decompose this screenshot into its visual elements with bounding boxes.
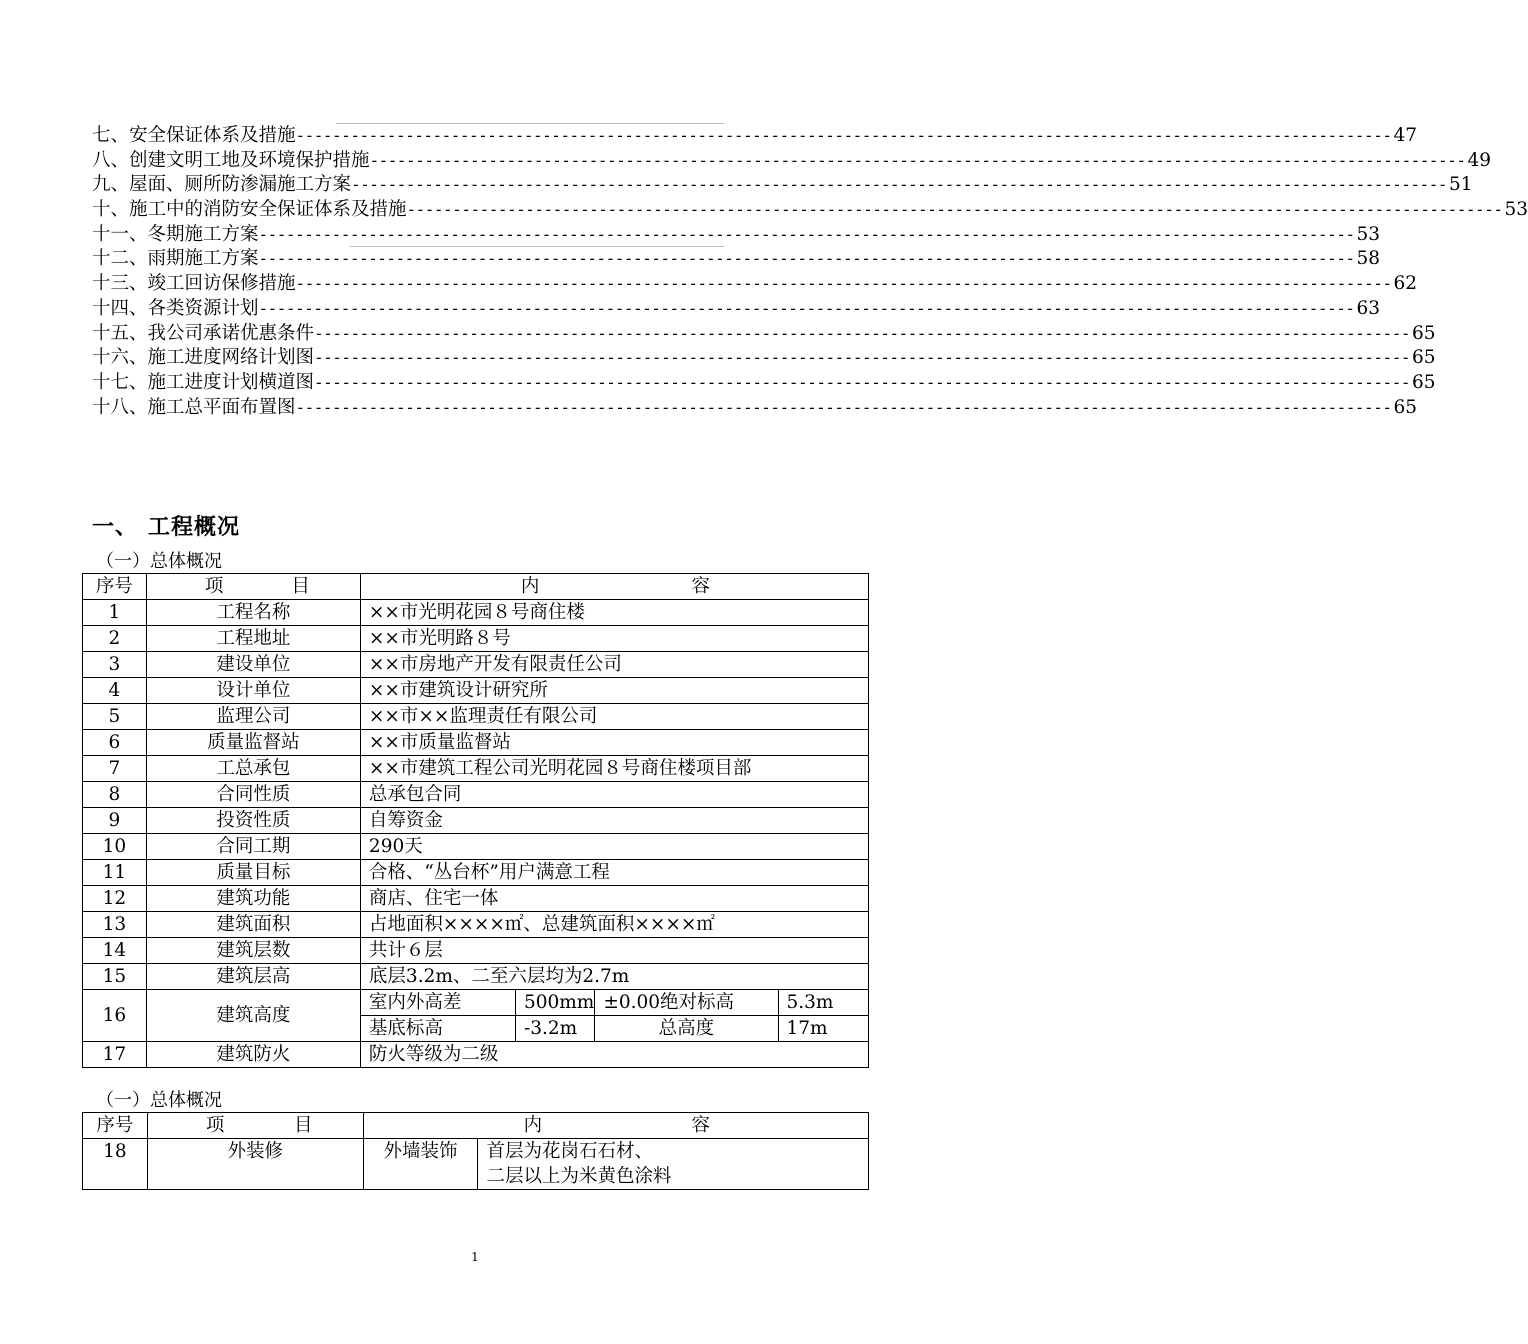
cell-item: 外装修 <box>147 1139 363 1190</box>
table-row <box>83 652 869 678</box>
cell-no: 6 <box>83 730 147 756</box>
cell-no: 9 <box>83 808 147 834</box>
cell-item: 建筑面积 <box>146 912 360 938</box>
cell-no: 15 <box>83 964 147 990</box>
table-row <box>83 886 869 912</box>
overview-table <box>82 573 869 1068</box>
toc-entry[interactable] <box>92 124 1417 149</box>
cell-item: 建筑层高 <box>146 964 360 990</box>
cell-item: 工总承包 <box>146 756 360 782</box>
cell-item: 建筑高度 <box>146 990 360 1042</box>
cell-content: 占地面积××××㎡、总建筑面积××××㎡ <box>360 912 868 938</box>
table-row <box>83 964 869 990</box>
header-item: 项 目 <box>146 574 360 600</box>
header-no: 序号 <box>83 1113 148 1139</box>
cell-content: 商店、住宅一体 <box>360 886 868 912</box>
cell-content: 防火等级为二级 <box>360 1042 868 1068</box>
cell-content: ××市建筑设计研究所 <box>360 678 868 704</box>
cell-no: 12 <box>83 886 147 912</box>
table-row <box>83 990 869 1016</box>
toc-entry[interactable] <box>92 371 1436 396</box>
section-title: 工程概况 <box>148 515 241 540</box>
toc-entry-page: 53 <box>1356 223 1380 245</box>
cell-no: 8 <box>83 782 147 808</box>
toc-entry-page: 65 <box>1393 396 1417 418</box>
cell-no: 16 <box>83 990 147 1042</box>
toc-entry-page: 65 <box>1411 371 1436 393</box>
table-row <box>83 834 869 860</box>
toc-leader: ------------------------------------------------------------------------------------------------------------------------ <box>314 323 1410 343</box>
table-header-row <box>83 574 869 600</box>
cell-content: 共计６层 <box>360 938 868 964</box>
toc-entry-label: 十四、各类资源计划 <box>92 297 259 319</box>
toc-leader: ------------------------------------------------------------------------------------------------------------------------ <box>295 274 1392 294</box>
cell-item: 工程名称 <box>146 600 360 626</box>
toc-entry-page: 51 <box>1448 174 1473 196</box>
cell-item: 合同工期 <box>146 834 360 860</box>
toc-entry-page: 58 <box>1356 248 1380 270</box>
toc-entry-label: 十五、我公司承诺优惠条件 <box>92 322 315 344</box>
cell-content: 总承包合同 <box>360 782 868 808</box>
toc-entry-label: 七、安全保证体系及措施 <box>92 125 296 146</box>
toc-entry-page: 63 <box>1356 297 1380 319</box>
toc-entry[interactable] <box>92 272 1417 297</box>
table-row <box>83 678 869 704</box>
header-no: 序号 <box>83 574 147 600</box>
table-row <box>83 730 869 756</box>
toc-entry-label: 十一、冬期施工方案 <box>92 223 259 245</box>
table-row <box>83 938 869 964</box>
cell-item: 质量目标 <box>146 860 360 886</box>
cell-item: 监理公司 <box>146 704 360 730</box>
toc-entry-page: 62 <box>1393 273 1417 295</box>
cell-no: 11 <box>83 860 147 886</box>
cell-no: 4 <box>83 678 147 704</box>
cell-no: 1 <box>83 600 147 626</box>
cell-sub: 外墙装饰 <box>363 1139 478 1190</box>
toc-leader: ------------------------------------------------------------------------------------------------------------------------ <box>314 372 1410 392</box>
cell-item: 建设单位 <box>146 652 360 678</box>
cell-content: 底层3.2m、二至六层均为2.7m <box>360 964 868 990</box>
toc-leader: ------------------------------------------------------------------------------------------------------------------------ <box>314 348 1410 368</box>
toc-entry[interactable] <box>92 198 1528 223</box>
cell-value: 5.3m <box>778 990 868 1016</box>
content-line-1: 首层为花岗石石材、 <box>486 1141 653 1162</box>
cell-item: 工程地址 <box>146 626 360 652</box>
cell-no: 14 <box>83 938 147 964</box>
cell-content: 合格、“丛台杯”用户满意工程 <box>360 860 868 886</box>
toc-leader: ------------------------------------------------------------------------------------------------------------------------ <box>351 175 1447 195</box>
header-item: 项 目 <box>147 1113 363 1139</box>
toc-entry[interactable] <box>92 223 1380 248</box>
toc-entry[interactable] <box>92 346 1436 371</box>
table-of-contents <box>92 124 1528 420</box>
toc-entry-label: 九、屋面、厕所防渗漏施工方案 <box>92 174 352 196</box>
cell-item: 质量监督站 <box>146 730 360 756</box>
cell-no: 10 <box>83 834 147 860</box>
header-content: 内 容 <box>363 1113 868 1139</box>
cell-content: ××市质量监督站 <box>360 730 868 756</box>
toc-entry[interactable] <box>92 149 1491 174</box>
cell-subitem: ±0.00绝对标高 <box>595 990 778 1016</box>
section-number: 一、 <box>92 515 139 540</box>
toc-entry[interactable] <box>92 173 1473 198</box>
toc-leader: ------------------------------------------------------------------------------------------------------------------------ <box>258 249 1355 269</box>
cell-item: 合同性质 <box>146 782 360 808</box>
cell-content: 自筹资金 <box>360 808 868 834</box>
toc-entry-label: 十三、竣工回访保修措施 <box>92 273 296 295</box>
header-content: 内 容 <box>360 574 868 600</box>
cell-subitem: 基底标高 <box>360 1016 515 1042</box>
toc-entry[interactable] <box>92 297 1380 322</box>
cell-content: ××市光明花园８号商住楼 <box>360 600 868 626</box>
cell-item: 建筑层数 <box>146 938 360 964</box>
toc-entry-page: 65 <box>1411 347 1436 369</box>
table-row <box>83 808 869 834</box>
cell-subitem: 室内外高差 <box>360 990 515 1016</box>
cell-content: 290天 <box>360 834 868 860</box>
table-row <box>83 756 869 782</box>
toc-leader: ------------------------------------------------------------------------------------------------------------------------ <box>295 397 1392 417</box>
toc-entry-label: 十八、施工总平面布置图 <box>92 396 296 418</box>
cell-content <box>478 1139 869 1190</box>
toc-entry-label: 十、施工中的消防安全保证体系及措施 <box>92 199 407 221</box>
table-row <box>83 626 869 652</box>
table-header-row <box>83 1113 869 1139</box>
cell-subitem: 总高度 <box>595 1016 778 1042</box>
toc-entry[interactable] <box>92 247 1380 272</box>
cell-value: 500mm <box>515 990 594 1016</box>
cell-no: 13 <box>83 912 147 938</box>
cell-no: 17 <box>83 1042 147 1068</box>
cell-no: 2 <box>83 626 147 652</box>
cell-content: ××市房地产开发有限责任公司 <box>360 652 868 678</box>
toc-entry-page: 49 <box>1467 149 1491 171</box>
table1-caption: （一）总体概况 <box>96 551 222 572</box>
toc-entry-page: 65 <box>1411 322 1436 344</box>
table-row <box>83 782 869 808</box>
cell-no: 18 <box>83 1139 148 1190</box>
section-heading <box>92 510 240 541</box>
page-number: 1 <box>471 1250 479 1264</box>
cell-content: ××市××监理责任有限公司 <box>360 704 868 730</box>
toc-entry-label: 十七、施工进度计划横道图 <box>92 371 315 393</box>
content-line-2: 二层以上为米黄色涂料 <box>486 1166 672 1187</box>
toc-leader: ------------------------------------------------------------------------------------------------------------------------ <box>369 150 1466 170</box>
cell-item: 投资性质 <box>146 808 360 834</box>
cell-no: 5 <box>83 704 147 730</box>
toc-leader: ------------------------------------------------------------------------------------------------------------------------ <box>258 224 1355 244</box>
table2-caption: （一）总体概况 <box>96 1090 222 1111</box>
overview-table-continued <box>82 1112 869 1190</box>
toc-leader: ------------------------------------------------------------------------------------------------------------------------ <box>258 298 1355 318</box>
cell-content: ××市建筑工程公司光明花园８号商住楼项目部 <box>360 756 868 782</box>
cell-item: 设计单位 <box>146 678 360 704</box>
toc-leader: ------------------------------------------------------------------------------------------------------------------------ <box>295 126 1392 145</box>
toc-entry-page: 47 <box>1393 125 1417 146</box>
cell-value: -3.2m <box>515 1016 594 1042</box>
toc-entry[interactable] <box>92 322 1436 347</box>
cell-value: 17m <box>778 1016 868 1042</box>
table-row <box>83 860 869 886</box>
cell-content: ××市光明路８号 <box>360 626 868 652</box>
cell-no: 7 <box>83 756 147 782</box>
toc-entry-label: 八、创建文明工地及环境保护措施 <box>92 149 370 171</box>
toc-leader: ------------------------------------------------------------------------------------------------------------------------ <box>406 200 1503 220</box>
toc-entry[interactable] <box>92 396 1417 421</box>
table-row <box>83 1139 869 1190</box>
cell-item: 建筑防火 <box>146 1042 360 1068</box>
toc-entry-page: 53 <box>1504 199 1528 221</box>
table-row <box>83 600 869 626</box>
table-row <box>83 912 869 938</box>
toc-entry-label: 十六、施工进度网络计划图 <box>92 347 315 369</box>
toc-entry-label: 十二、雨期施工方案 <box>92 248 259 270</box>
cell-no: 3 <box>83 652 147 678</box>
table-row <box>83 1042 869 1068</box>
table-row <box>83 704 869 730</box>
cell-item: 建筑功能 <box>146 886 360 912</box>
